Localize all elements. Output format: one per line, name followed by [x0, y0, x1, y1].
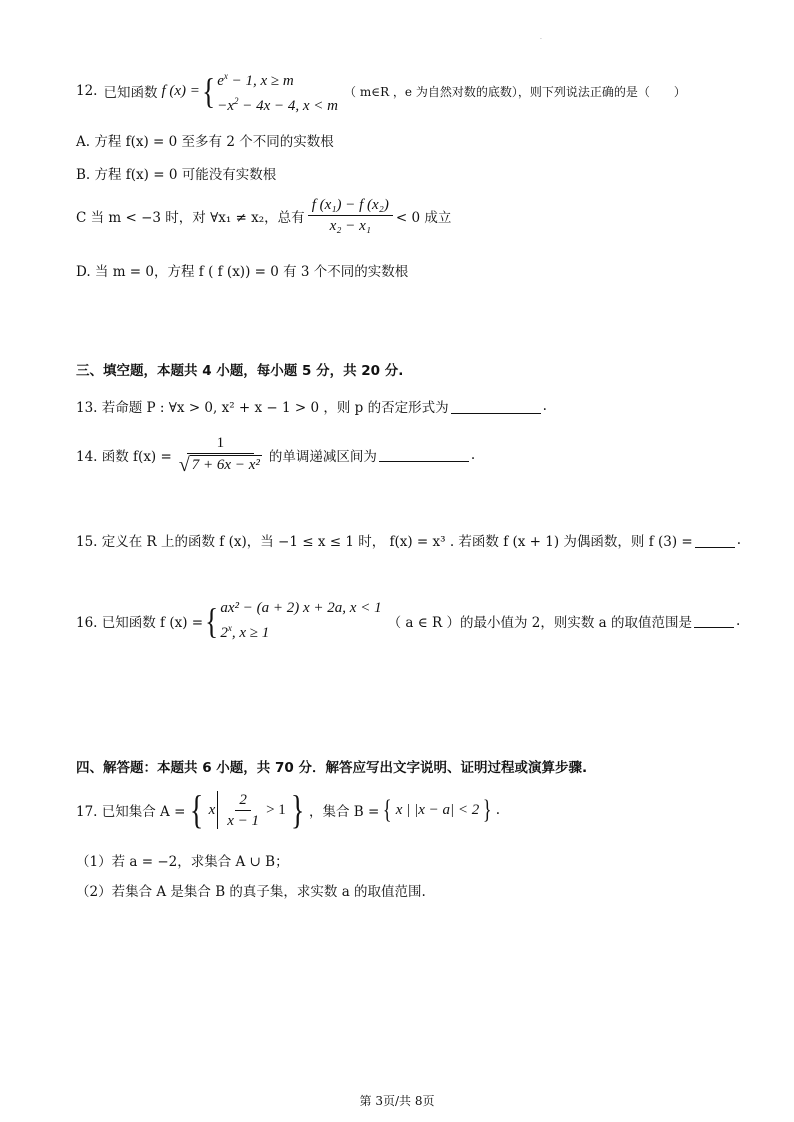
sqrt-icon: √ [178, 454, 190, 476]
case-1: ax² − (a + 2) x + 2a, x < 1 [220, 600, 382, 616]
section-3-heading: 三、填空题，本题共 4 小题，每小题 5 分，共 20 分. [76, 363, 404, 379]
fraction-numerator: 2 [235, 791, 251, 811]
fraction-numerator: 1 [187, 434, 255, 454]
question-17: 17. 已知集合 A = { x $\frac{2}{x - 1}$ > 1 } ，集合 B = { x | |x − a| < 2 } . [76, 787, 501, 832]
set-brace-close: } [290, 787, 305, 832]
case-2: $-x^2 - 4x - 4$, x < m [217, 96, 338, 114]
option-a: A. 方程 f(x) = 0 至多有 2 个不同的实数根 [76, 134, 334, 150]
answer-blank[interactable] [379, 447, 469, 462]
set-bar [217, 791, 218, 829]
piecewise-brace: { [205, 600, 219, 641]
question-text: 14. 函数 f(x) = [76, 448, 172, 465]
case-2: 2$^x$, x ≥ 1 [220, 623, 270, 641]
answer-blank[interactable] [694, 613, 734, 628]
question-15: 15. 定义在 R 上的函数 f (x)，当 −1 ≤ x ≤ 1 时， f(x) = x³ . 若函数 f (x + 1) 为偶函数，则 f (3) = . [76, 532, 742, 550]
corner-dot: . [540, 34, 542, 41]
function-label: f (x) = [161, 82, 200, 99]
fraction-denominator: √ 7 + 6x − x² [178, 454, 260, 476]
question-text: 13. 若命题 P : ∀x > 0, x² + x − 1 > 0 ，则 p 的否定形式为 [76, 400, 449, 416]
fraction-denominator: x − 1 [227, 812, 260, 829]
question-note: （ m∈R ，e 为自然对数的底数），则下列说法正确的是（ ） [344, 84, 686, 99]
page-footer: 第 3页/共 8页 [359, 1094, 435, 1108]
piecewise-brace: { [202, 71, 216, 111]
option-d: D. 当 m = 0，方程 f ( f (x)) = 0 有 3 个不同的实数根 [76, 264, 409, 280]
question-13: 13. 若命题 P : ∀x > 0, x² + x − 1 > 0 ，则 p 的否定形式为 . [76, 398, 547, 416]
fraction-denominator: x₂ − x₁ [329, 218, 371, 234]
question-17-part-1: （1）若 a = −2，求集合 A ∪ B； [76, 854, 289, 870]
piecewise-cases [220, 598, 381, 643]
question-text: 15. 定义在 R 上的函数 f (x)，当 −1 ≤ x ≤ 1 时， f(x) = x³ . 若函数 f (x + 1) 为偶函数，则 f (3) = [76, 534, 693, 550]
question-16: 16. 已知函数 f (x) = { ax² − (a + 2) x + 2a, x < 1 2$^x$, x ≥ 1 （ a ∈ R ）的最小值为 2，则实数 a 的取值范围是 . [76, 600, 741, 641]
section-4-heading: 四、解答题：本题共 6 小题，共 70 分．解答应写出文字说明、证明过程或演算步骤. [76, 760, 588, 776]
option-c-tail: < 0 成立 [395, 209, 452, 226]
case-1: $e^x - 1$, x ≥ m [217, 71, 294, 89]
set-b: x | |x − a| < 2 [395, 801, 480, 818]
question-17-part-2: （2）若集合 A 是集合 B 的真子集，求实数 a 的取值范围. [76, 884, 426, 900]
question-text-tail: （ a ∈ R ）的最小值为 2，则实数 a 的取值范围是 [387, 614, 692, 631]
set-brace-open: { [383, 795, 392, 824]
question-12 [76, 66, 686, 116]
option-c [76, 196, 451, 235]
option-c-text: C 当 m < −3 时，对 ∀x₁ ≠ x₂，总有 [76, 209, 305, 226]
question-text: 17. 已知集合 A = [76, 804, 186, 820]
set-brace-open: { [190, 787, 204, 832]
answer-blank[interactable] [695, 533, 735, 548]
question-text-tail: 的单调递减区间为 [268, 448, 377, 465]
question-text: 16. 已知函数 f (x) = [76, 614, 204, 631]
piecewise-cases [217, 66, 338, 116]
fraction-numerator: f (x₁) − f (x₂) [308, 196, 393, 216]
question-text: 已知函数 [103, 85, 158, 101]
question-number: 12. [76, 83, 98, 99]
set-brace-close: } [483, 795, 492, 824]
answer-blank[interactable] [451, 399, 541, 414]
option-b: B. 方程 f(x) = 0 可能没有实数根 [76, 167, 277, 183]
set-a-fraction [223, 791, 263, 830]
question-14: 14. 函数 f(x) = 1 √ 7 + 6x − x² 的单调递减区间为 . [76, 435, 476, 476]
option-c-fraction [308, 196, 393, 235]
q14-fraction [175, 434, 266, 475]
